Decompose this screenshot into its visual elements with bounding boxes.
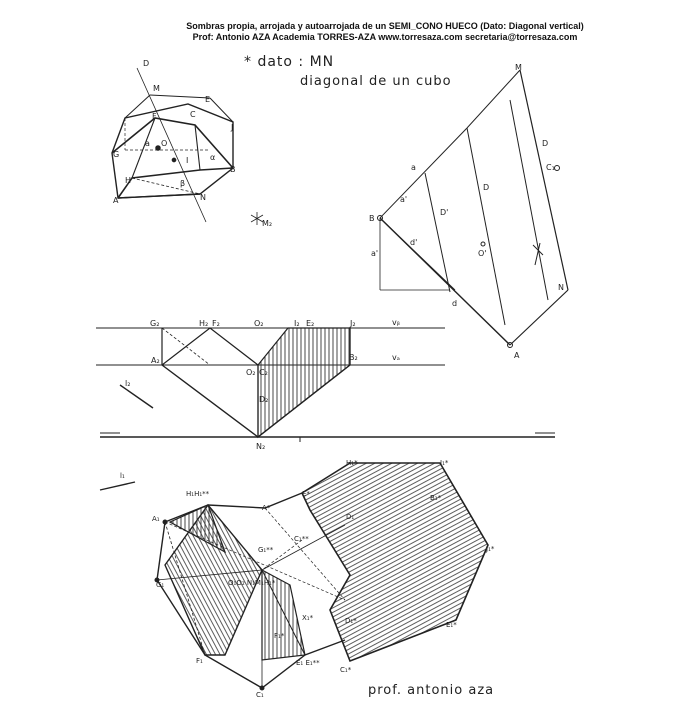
right-label-d: d [452,299,458,308]
plan-label-C1ss: C₁** [294,535,309,543]
right-label-C1: C₁ [546,163,555,172]
plan-label-F1s: F₁* [274,632,285,640]
right-label-D: D [483,183,490,192]
cube-label-J: J [231,123,234,132]
elev-label-N2: N₂ [256,442,266,451]
elev-label-I2: I₂ [294,319,300,328]
plan-label-H1s: H₁* [346,459,358,467]
right-label-a: a [411,163,416,172]
cube-perspective [112,68,233,222]
right-label-B: B [369,214,375,223]
cube-label-M: M [153,84,160,93]
dato-label: * dato : MN [244,54,335,70]
plan-label-F1: F₁ [196,657,203,665]
elev-label-D2: D₂ [259,395,269,404]
right-label-D-prime: D' [440,208,449,217]
plan-label-D1s: D₁* [345,617,357,625]
plan-label-C1: C₁ [256,691,264,699]
elev-label-J2: J₂ [350,319,356,328]
cube-label-A: A [113,196,119,205]
plan-label-E1s: E₁* [446,621,457,629]
elev-label-F2: F₂ [212,319,220,328]
cube-label-I: I [186,156,189,165]
plan-label-B1s: B₁* [430,494,442,502]
elev-label-vB: vᵦ [392,318,400,327]
right-label-N: N [558,283,564,292]
right-label-a-prime-left: a' [371,249,379,258]
header-title: Sombras propia, arrojada y autoarrojada de un SEMI_CONO HUECO (Dato: Diagonal vertical) [186,21,584,31]
elevation-view [96,328,555,442]
elev-label-l2: l₂ [125,379,131,388]
author-signature: prof. antonio aza [368,683,495,698]
elev-label-A2: A₂ [151,356,160,365]
right-label-A: A [514,351,520,360]
right-label-D-upper: D [542,139,549,148]
plan-label-G1: G₁ [156,581,165,589]
cube-label-O: O [161,139,168,148]
plan-label-X1s: X₁* [302,614,314,622]
elev-label-E2: E₂ [306,319,315,328]
right-label-a-prime-upper: a' [400,195,408,204]
plan-label-E1-pair: E₁ E₁** [296,659,320,667]
diagonal-label: diagonal de un cubo [300,74,452,89]
elev-label-B2: B₂ [349,353,358,362]
m2-point [251,212,272,228]
elev-label-va: vₐ [392,353,400,362]
cube-label-beta: β [180,179,186,188]
right-label-O-prime: O' [478,249,487,258]
plan-label-H1H1ss: H₁H₁** [186,490,210,498]
diagonal-labels [369,63,564,360]
cube-label-G: G [113,150,120,159]
plan-label-Es: E* [302,490,310,498]
elev-label-O2: O₂ [254,319,264,328]
right-label-M: M [515,63,522,72]
cube-label-E: E [205,95,211,104]
plan-label-I1s: I₁* [440,459,449,467]
cube-labels [113,59,236,205]
cube-label-H: H [125,176,132,185]
elev-label-O2-lower: O₂ [246,368,256,377]
plan-label-O1-group: O₁O₂ N₁M₁H₁* [228,579,276,587]
cube-label-a: a [145,139,150,148]
plan-label-G1ss: G₁** [258,546,274,554]
diagonal-construction [378,70,569,348]
header-credits: Prof: Antonio AZA Academia TORRES-AZA www.torresaza.com secretaria@torresaza.com [192,32,578,42]
label-M2: M₂ [262,219,273,228]
plan-label-D1: D₁ [346,513,355,521]
elev-label-C2: C₂ [259,368,268,377]
elev-label-H2: H₂ [199,319,209,328]
right-label-d-prime: d' [410,238,418,247]
cube-label-C: C [190,110,196,119]
plan-label-C1s: C₁* [340,666,352,674]
plan-label-A1: A₁ [152,515,160,523]
cube-label-F: F [152,112,157,121]
plan-label-J1s: J₁* [486,545,495,553]
cube-label-alpha: α [210,153,216,162]
plan-label-As: A* [262,504,271,512]
cube-label-B: B [230,165,236,174]
plan-label-l1: l₁ [120,472,125,480]
elev-label-G2: G₂ [150,319,160,328]
cube-label-D: D [143,59,150,68]
cube-label-N: N [200,193,206,202]
